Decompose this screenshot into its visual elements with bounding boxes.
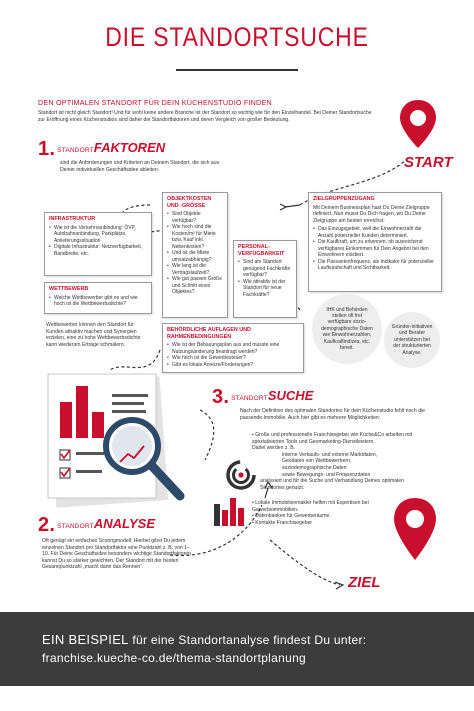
section-3-heading	[212, 386, 313, 409]
section-1-prefix: STANDORT	[57, 147, 94, 154]
section-1-heading	[38, 138, 165, 161]
zielgruppe-item: • Die Passantenfrequenz, als Indikator für potenzieller Laufkundschaft und Sichtbarkeit.	[313, 259, 437, 272]
start-pin-icon	[398, 98, 438, 150]
infrastruktur-item: • Digitale Infrastruktur: Netzverfügbarkeit, Bandbreite, etc.	[49, 244, 147, 257]
ihk-info-circle	[312, 294, 382, 364]
section-2-text: Oft genügt ein einfaches Scoringmodell: Hierbei gibst Du jedem einzelnen Standort pro Standortfaktor eine Punktzahl z. B. von 1–10. Für Deine Geschäftsidee besonders wichtige Standortfaktoren kannst Du so stärker gewichten. Der Standort mit der besten Gesamtpunktzahl „macht dann das Rennen“.	[42, 538, 191, 571]
wettbewerb-title: WETTBEWERB	[49, 286, 89, 292]
section-3-list	[252, 500, 382, 526]
zielgruppe-item: • Das Einzugsgebiet, weil die Einwohnerzahl die Anzahl potenzieller Kunden determiniert.	[313, 226, 437, 239]
section-2-number: 2.	[38, 514, 56, 536]
zielgruppe-title: ZIELGRUPPENZUGANG	[313, 196, 375, 202]
wettbewerb-item: • Welche Wettbewerber gibt es und wie hoch ist die Wettbewerbsdichte?	[49, 295, 147, 308]
start-label: START	[404, 154, 453, 171]
section-3-text: Nach der Definition des optimalen Standortes für dein Küchenstudio fehlt noch die passende Immobilie. Auch hier gibt es mehrere Möglichkeiten:	[240, 408, 425, 421]
objektkosten-item: • Wie lang ist die Vertragslaufzeit?	[167, 263, 223, 276]
personal-item: • Sind am Standort genügend Fachkräfte verfügbar?	[238, 259, 292, 279]
section-3-prefix: STANDORT	[231, 395, 268, 402]
section-3-subitem: sowie Bewegungs- und Frequenzdaten	[282, 471, 371, 478]
infrastruktur-box	[44, 212, 152, 276]
radar-icon	[226, 460, 256, 490]
section-3-list-item-text: Kontakte Franchisegeber	[255, 519, 313, 526]
page-subtitle: DEN OPTIMALEN STANDORT FÜR DEIN KÜCHENSTUDIO FINDEN	[38, 98, 272, 107]
banner-lead: EIN BEISPIEL	[42, 632, 129, 647]
infrastruktur-item: • Wie ist die Verkehrsanbindung: ÖVP, Autobahnanbindung, Parkplätze, Anlieferungssituation	[49, 225, 147, 245]
zielgruppe-intro: Mit Deinem Businessplan hast Du Deine Zielgruppe definiert. Nun musst Du Dich fragen, wo Du Deine Zielgruppe am besten erreichst:	[313, 204, 430, 224]
section-3-emphasis: SUCHE	[267, 388, 314, 403]
wettbewerb-box	[44, 282, 152, 314]
section-3-sub-intro: Dabei werden z. B.	[252, 445, 296, 452]
objektkosten-item: • Sind Objekte verfügbar?	[167, 211, 223, 224]
gruender-info-circle	[384, 312, 440, 368]
section-3-item-1-tail: analysiert und für die Suche und Verhandlung Deines optimalen Standortes genutzt.	[260, 478, 404, 491]
auflagen-title: BEHÖRDLICHE AUFLAGEN UND RAHMENBEDINGUNGEN	[167, 327, 251, 340]
section-2-heading	[38, 514, 155, 537]
infrastruktur-title: INFRASTRUKTUR	[49, 216, 96, 222]
section-3-list-item-text: Lokale Immobilienmakler helfen mit Expertisen bei Gewerbeimmobilien.	[252, 500, 369, 513]
objektkosten-item: • Und ist die Miete umsatzabhängig?	[167, 250, 223, 263]
section-3-list-item	[252, 513, 382, 520]
banner-text	[42, 632, 366, 647]
analysis-document-icon	[40, 372, 200, 512]
ihk-info-text: IHK und Behörden stellen oft frei verfügbare sozio-demographische Daten wie Einwohnerzahlen, Kaufkraftindizes, etc. bereit.	[321, 306, 373, 352]
objektkosten-title: OBJEKTKOSTEN UND -GRÖSSE	[167, 196, 212, 209]
section-2-prefix: STANDORT	[57, 523, 94, 530]
personalverfuegbarkeit-box	[233, 240, 297, 318]
gruender-info-text: Gründer-initiativen und Berater unterstützen bei der strukturierten Analyse.	[391, 323, 433, 356]
personal-title: PERSONAL-VERFÜGBARKEIT	[238, 244, 285, 257]
bullet-1: •	[252, 432, 256, 438]
ziel-label: ZIEL	[348, 574, 381, 591]
section-1-number: 1.	[38, 138, 56, 160]
auflagen-item: • Wie hoch ist die Gewerbesteuer?	[167, 355, 299, 362]
section-3-item-1	[252, 432, 432, 478]
page-title: DIE STANDORTSUCHE	[105, 22, 369, 52]
section-1-text: sind die Anforderungen und Kriterien an Deinem Standort, die sich aus Deiner individuellen Geschäftsidee ableiten.	[60, 160, 220, 173]
example-banner	[0, 612, 474, 686]
intro-text: Standort ist nicht gleich Standort! Und für wohl keine andere Branche ist der Standort so wichtig wie für den Einzelhandel. Bei Deiner Standortsuche zur Eröffnung eines Küchenstudios sind daher die Standortfaktoren und deren Vergleich von großer Bedeutung.	[38, 110, 372, 123]
section-3-subitem: interne Verkaufs- und externe Marktdaten,	[282, 451, 378, 458]
banner-url-link[interactable]: franchise.kueche-co.de/thema-standortplanung	[42, 651, 307, 665]
auflagen-box	[162, 323, 304, 373]
section-3-list-item	[252, 520, 382, 527]
bullet: •	[252, 519, 256, 526]
bullet: •	[252, 500, 256, 506]
zielgruppe-item: • Die Kaufkraft, um zu erkennen, ob ausreichend verfügbares Einkommen für Dein Angebot bei den Einwohnern existiert.	[313, 239, 437, 259]
section-3-list-item-text: Datenbanken für Gewerberäume.	[255, 513, 331, 520]
objektkosten-box	[162, 192, 228, 318]
personal-item: • Wie attraktiv ist der Standort für neue Fachkräfte?	[238, 279, 292, 299]
auflagen-item: • Gibt es lokale Anreize/Förderungen?	[167, 362, 299, 369]
section-2-emphasis: ANALYSE	[93, 516, 156, 531]
objektkosten-item: • Wie hoch sind die Kosten/m² für Miete bzw. Kauf inkl. Nebenkosten?	[167, 224, 223, 250]
wettbewerb-text: Wettbewerber können den Standort für Kunden attraktiv machen und Synergien erzielen, eine zu hohe Wettbewerbsdichte kann wiederum Erträge schmälern.	[46, 322, 141, 348]
auflagen-item: • Wie ist der Bebauungsplan aus und müsste eine Nutzungsänderung beantragt werden?	[167, 342, 299, 355]
zielgruppenzugang-box	[308, 192, 442, 292]
section-3-subitem: Geodaten von Wettbewerbern,	[282, 458, 352, 465]
section-3-subitem: soziodemographische Daten	[282, 464, 347, 471]
section-3-list-item	[252, 500, 382, 513]
ziel-pin-icon	[392, 496, 438, 564]
section-3-item-1-text: Große und professionelle Franchisegeber wie Küche&Co arbeiten mit spezialisierten Tools und Geomarketing-Dienstleistern.	[252, 432, 413, 445]
section-3-number: 3.	[212, 386, 230, 408]
section-1-emphasis: FAKTOREN	[93, 140, 166, 155]
bullet: •	[252, 513, 256, 520]
bar-chart-icon	[212, 496, 246, 526]
objektkosten-item: • Wie gut passen Größe und Schnitt eines Objektes?	[167, 276, 223, 296]
banner-description: für eine Standortanalyse findest Du unter:	[132, 633, 367, 647]
